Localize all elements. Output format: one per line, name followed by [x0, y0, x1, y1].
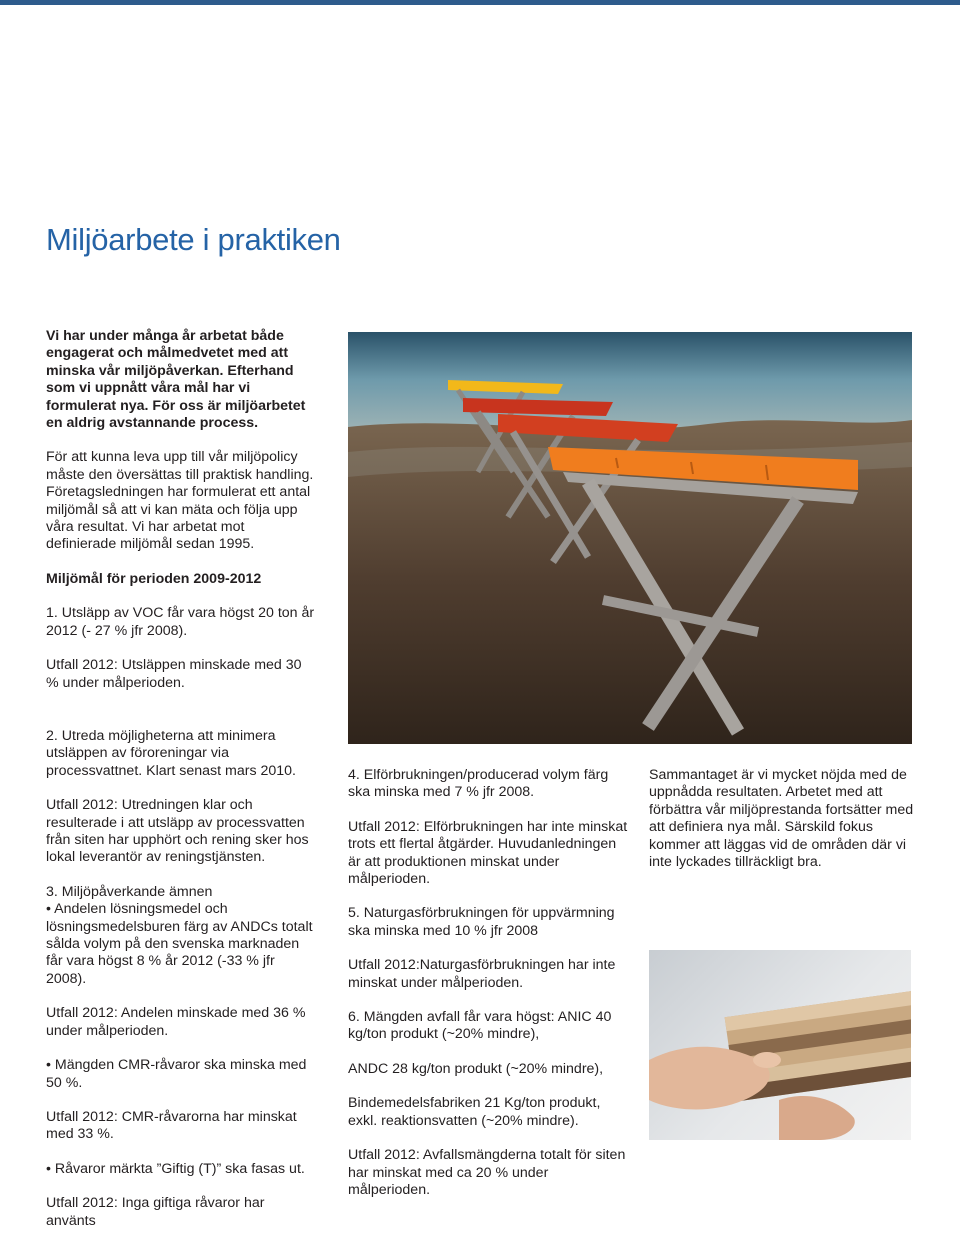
- goal-5: 5. Naturgasförbrukningen för uppvärmning ska minska med 10 % jfr 2008: [348, 905, 615, 939]
- goal-3-bullet-1: • Andelen lösningsmedel och lösningsmedelsburen färg av ANDCs totalt sålda volym på den svenska marknaden får vara högst 8 % år 2012 (-33 % jfr 2008).: [46, 901, 318, 988]
- goal-3-bullet-1-outcome: Utfall 2012: Andelen minskade med 36 % under målperioden.: [46, 1005, 306, 1039]
- top-rule: [0, 0, 960, 5]
- goal-1: 1. Utsläpp av VOC får vara högst 20 ton år 2012 (- 27 % jfr 2008).: [46, 605, 315, 639]
- goal-3-bullet-2-outcome: Utfall 2012: CMR-råvarorna har minskat med 33 %.: [46, 1108, 297, 1143]
- summary-text: Sammantaget är vi mycket nöjda med de uppnådda resultaten. Arbetet med att förbättra vår miljöprestanda fortsätter med att definiera nya mål. Särskild fokus kommer att läggas vid de områden där vi inte lyckades tillräckligt bra.: [649, 767, 914, 871]
- benches-on-beach-photo: [348, 332, 912, 744]
- goals-column-left: [46, 728, 318, 1247]
- goal-3-bullet-2: • Mängden CMR-råvaror ska minska med 50 %.: [46, 1057, 318, 1092]
- goal-6-outcome: Utfall 2012: Avfallsmängderna totalt för siten har minskat med ca 20 % under målperioden.: [348, 1147, 626, 1198]
- goal-2-outcome: Utfall 2012: Utredningen klar och resulterade i att utsläpp av processvatten från siten har upphört och rening sker hos lokal leverantör av reningstjänsten.: [46, 797, 309, 866]
- goal-4-outcome: Utfall 2012: Elförbrukningen har inte minskat trots ett flertal åtgärder. Huvudanledningen är att produktionen minskat under målperioden.: [348, 818, 628, 888]
- goals-heading: Miljömål för perioden 2009-2012: [46, 570, 262, 587]
- goal-3-bullet-3-outcome: Utfall 2012: Inga giftiga råvaror har använts: [46, 1195, 265, 1229]
- goal-4: 4. Elförbrukningen/producerad volym färg ska minska med 7 % jfr 2008.: [348, 767, 609, 801]
- goal-3-bullet-3: • Råvaror märkta ”Giftig (T)” ska fasas ut.: [46, 1161, 318, 1178]
- goal-5-outcome: Utfall 2012:Naturgasförbrukningen har inte minskat under målperioden.: [348, 957, 616, 991]
- intro-lead: Vi har under många år arbetat både engagerat och målmedvetet med att minska vår miljöpåverkan. Efterhand som vi uppnått våra mål har vi formulerat nya. För oss är miljöarbetet en aldrig avstannande process.: [46, 328, 306, 432]
- goal-1-outcome: Utfall 2012: Utsläppen minskade med 30 % under målperioden.: [46, 657, 302, 691]
- summary-column: [649, 767, 921, 888]
- goal-3-heading: 3. Miljöpåverkande ämnen: [46, 883, 213, 900]
- intro-column: [46, 328, 318, 709]
- goal-2: 2. Utreda möjligheterna att minimera utsläppen av föroreningar via processvattnet. Klart senast mars 2010.: [46, 728, 296, 779]
- goal-6-andc: ANDC 28 kg/ton produkt (~20% mindre),: [348, 1060, 604, 1077]
- wood-sample-photo: [649, 950, 911, 1140]
- goal-6: 6. Mängden avfall får vara högst: ANIC 40 kg/ton produkt (~20% mindre),: [348, 1009, 612, 1043]
- goal-6-binder: Bindemedelsfabriken 21 Kg/ton produkt, exkl. reaktionsvatten (~20% mindre).: [348, 1095, 601, 1129]
- goals-column-middle: [348, 767, 628, 1216]
- page-title: Miljöarbete i praktiken: [46, 222, 341, 257]
- intro-body: För att kunna leva upp till vår miljöpolicy måste den översättas till praktisk handling. Företagsledningen har formulerat ett antal miljömål så att vi kan mäta och följa upp våra resultat. Vi har arbetat mot definierade miljömål sedan 1995.: [46, 449, 314, 553]
